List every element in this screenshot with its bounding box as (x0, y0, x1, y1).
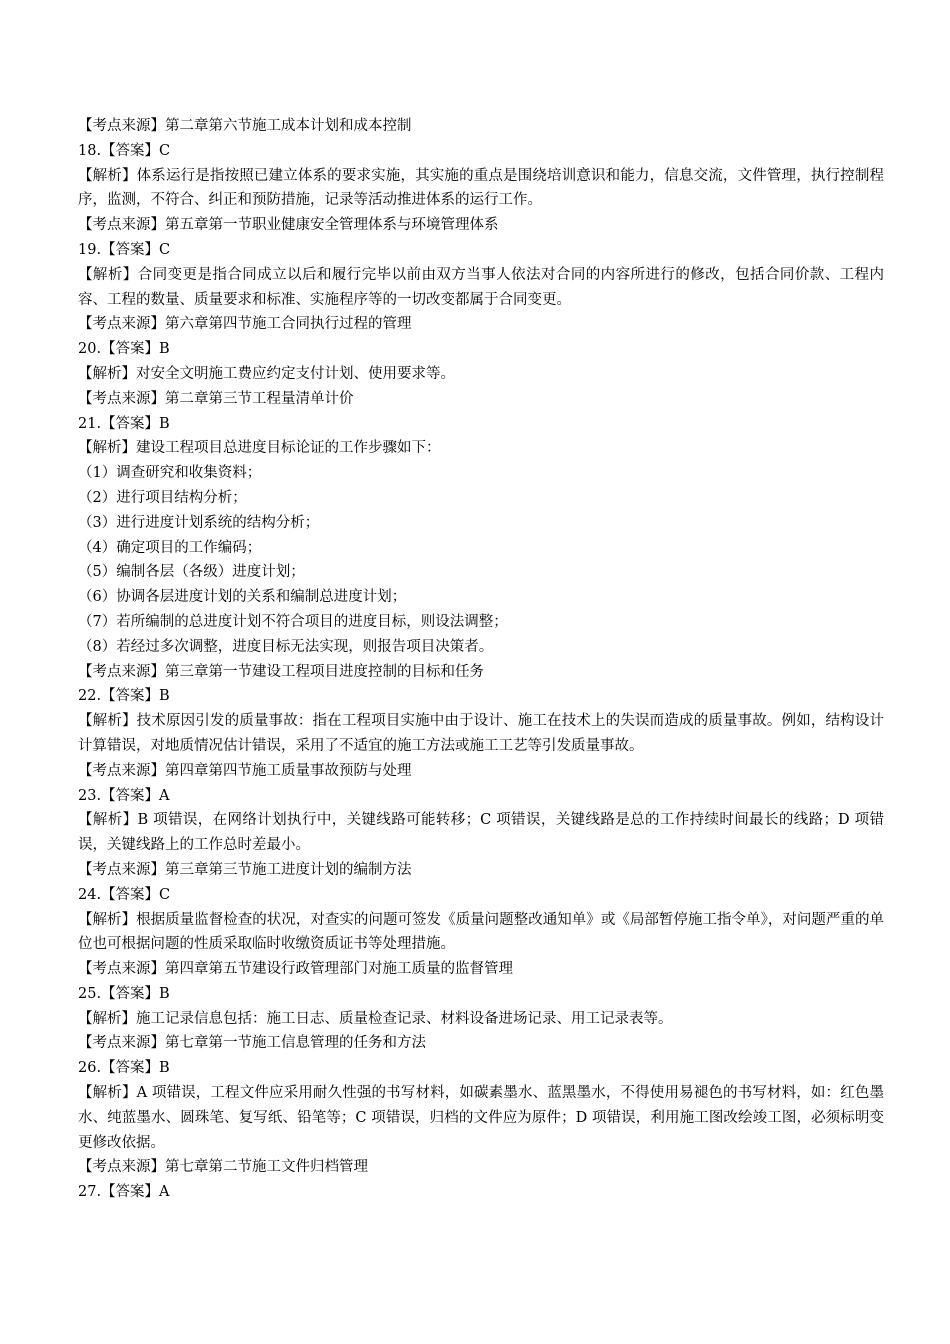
step-item: （8）若经过多次调整，进度目标无法实现，则报告项目决策者。 (78, 638, 494, 655)
source-line: 【考点来源】第四章第五节建设行政管理部门对施工质量的监督管理 (78, 961, 513, 978)
answer-line: 21.【答案】B (78, 415, 170, 432)
analysis-line: 【解析】建设工程项目总进度目标论证的工作步骤如下： (78, 440, 441, 457)
answer-line: 20.【答案】B (78, 341, 170, 358)
answer-line: 18.【答案】C (78, 142, 171, 159)
step-item: （2）进行项目结构分析； (78, 489, 247, 506)
source-line: 【考点来源】第三章第一节建设工程项目进度控制的目标和任务 (78, 663, 484, 680)
step-item: （3）进行进度计划系统的结构分析； (78, 514, 320, 531)
source-line: 【考点来源】第四章第四节施工质量事故预防与处理 (78, 762, 412, 779)
source-line: 【考点来源】第六章第四节施工合同执行过程的管理 (78, 316, 412, 333)
analysis-line: 【解析】施工记录信息包括：施工日志、质量检查记录、材料设备进场记录、用工记录表等。 (78, 1010, 673, 1027)
step-item: （1）调查研究和收集资料； (78, 465, 262, 482)
step-item: （6）协调各层进度计划的关系和编制总进度计划； (78, 589, 407, 606)
step-item: （7）若所编制的总进度计划不符合项目的进度目标，则设法调整； (78, 613, 508, 630)
analysis-paragraph: 【解析】技术原因引发的质量事故：指在工程项目实施中由于设计、施工在技术上的失误而造成的质量事故。例如，结构设计计算错误，对地质情况估计错误，采用了不适宜的施工方法或施工工艺等引发质量事故。 (78, 713, 884, 754)
analysis-paragraph: 【解析】合同变更是指合同成立以后和履行完毕以前由双方当事人依法对合同的内容所进行的修改，包括合同价款、工程内容、工程的数量、质量要求和标准、实施程序等的一切改变都属于合同变更。 (78, 266, 884, 308)
analysis-paragraph: 【解析】A 项错误，工程文件应采用耐久性强的书写材料，如碳素墨水、蓝黑墨水，不得使用易褪色的书写材料，如：红色墨水、纯蓝墨水、圆珠笔、复写纸、铅笔等；C 项错误，归档的文件应为原件；D 项错误，利用施工图改绘竣工图，必须标明变更修改依据。 (78, 1085, 884, 1151)
analysis-paragraph: 【解析】根据质量监督检查的状况，对查实的问题可签发《质量问题整改通知单》或《局部暂停施工指令单》，对问题严重的单位也可根据问题的性质采取临时收缴资质证书等处理措施。 (78, 911, 884, 953)
analysis-line: 【解析】对安全文明施工费应约定支付计划、使用要求等。 (78, 365, 455, 382)
document-page (78, 114, 884, 1205)
source-line: 【考点来源】第五章第一节职业健康安全管理体系与环境管理体系 (78, 217, 499, 234)
source-line: 【考点来源】第二章第六节施工成本计划和成本控制 (78, 118, 412, 134)
step-item: （4）确定项目的工作编码； (78, 539, 262, 556)
answer-line: 24.【答案】C (78, 886, 171, 903)
source-line: 【考点来源】第七章第一节施工信息管理的任务和方法 (78, 1035, 426, 1052)
answer-line: 27.【答案】A (78, 1184, 170, 1201)
answer-line: 26.【答案】B (78, 1060, 170, 1077)
source-line: 【考点来源】第二章第三节工程量清单计价 (78, 390, 354, 407)
step-item: （5）编制各层（各级）进度计划； (78, 564, 305, 581)
analysis-paragraph: 【解析】B 项错误，在网络计划执行中，关键线路可能转移；C 项错误，关键线路是总的工作持续时间最长的线路；D 项错误，关键线路上的工作总时差最小。 (78, 812, 884, 854)
answer-line: 25.【答案】B (78, 985, 170, 1002)
answer-line: 23.【答案】A (78, 787, 170, 804)
answer-line: 19.【答案】C (78, 241, 171, 258)
answer-line: 22.【答案】B (78, 688, 170, 705)
source-line: 【考点来源】第三章第三节施工进度计划的编制方法 (78, 861, 412, 878)
analysis-paragraph: 【解析】体系运行是指按照已建立体系的要求实施，其实施的重点是围绕培训意识和能力，信息交流，文件管理，执行控制程序，监测，不符合、纠正和预防措施，记录等活动推进体系的运行工作。 (78, 167, 884, 209)
source-line: 【考点来源】第七章第二节施工文件归档管理 (78, 1159, 368, 1176)
